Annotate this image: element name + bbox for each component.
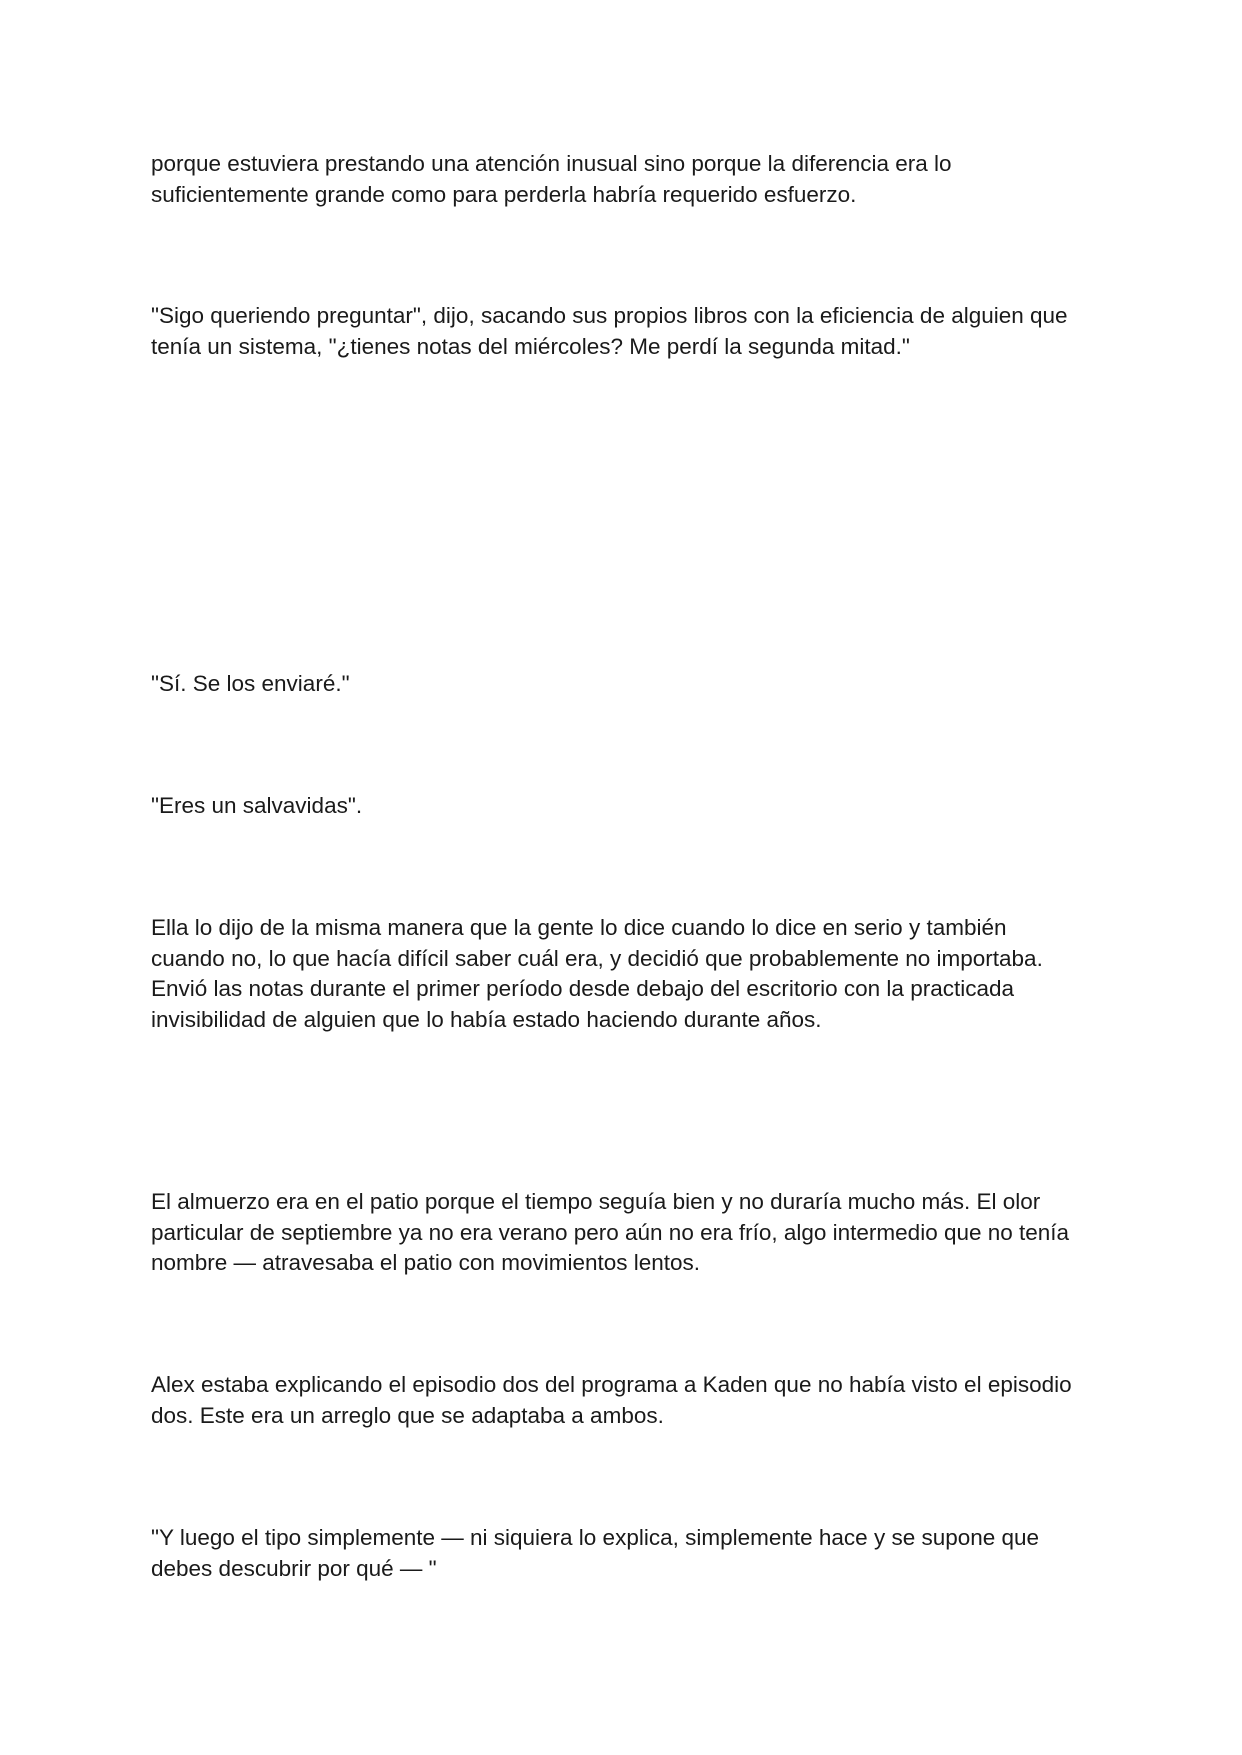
- paragraph: "Sí. Se los enviaré.": [151, 671, 350, 696]
- paragraph: "Y luego el tipo simplemente — ni siquiera lo explica, simplemente hace y se supone que debes descubrir por qué — ": [151, 1525, 1040, 1581]
- paragraph: Ella lo dijo de la misma manera que la gente lo dice cuando lo dice en serio y también cuando no, lo que hacía difícil saber cuál era, y decidió que probablemente no importaba. Envió las notas durante el primer período desde debajo del escritorio con la practicada invisibilidad de alguien que lo había estado haciendo durante años.: [151, 915, 1043, 1032]
- paragraph: Alex estaba explicando el episodio dos del programa a Kaden que no había visto el episodio dos. Este era un arreglo que se adaptaba a ambos.: [151, 1372, 1072, 1428]
- paragraph: El almuerzo era en el patio porque el tiempo seguía bien y no duraría mucho más. El olor particular de septiembre ya no era verano pero aún no era frío, algo intermedio que no tenía nombre — atravesaba el patio con movimientos lentos.: [151, 1189, 1070, 1275]
- paragraph: "Sigo queriendo preguntar", dijo, sacando sus propios libros con la eficiencia de alguien que tenía un sistema, "¿tienes notas del miércoles? Me perdí la segunda mitad.": [151, 303, 1068, 359]
- paragraph: "Eres un salvavidas".: [151, 793, 363, 818]
- paragraph: porque estuviera prestando una atención inusual sino porque la diferencia era lo suficientemente grande como para perderla habría requerido esfuerzo.: [151, 151, 952, 207]
